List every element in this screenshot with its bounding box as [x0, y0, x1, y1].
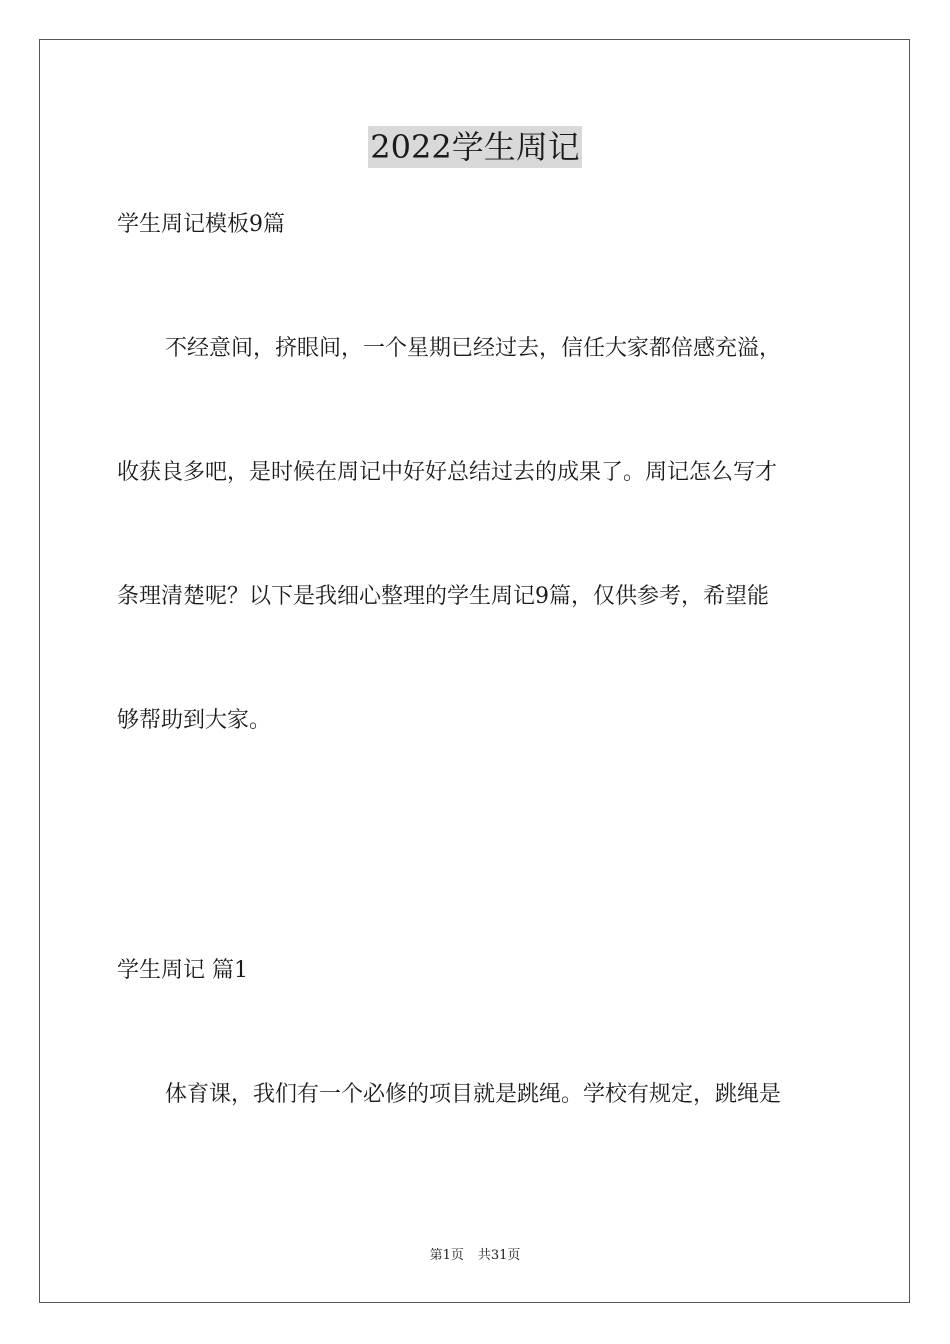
- page-footer: [0, 1247, 950, 1265]
- intro-line-1: 不经意间，挤眼间，一个星期已经过去，信任大家都倍感充溢，: [165, 336, 782, 361]
- page-number: 第1页: [429, 1248, 464, 1263]
- document-subtitle: 学生周记模板9篇: [117, 212, 285, 237]
- section-line-1: 体育课，我们有一个必修的项目就是跳绳。学校有规定，跳绳是: [165, 1082, 782, 1107]
- intro-line-3: 条理清楚呢？以下是我细心整理的学生周记9篇，仅供参考，希望能: [117, 584, 769, 609]
- section-heading: 学生周记 篇1: [117, 958, 248, 983]
- document-title: 2022学生周记: [370, 128, 580, 166]
- page-total: 共31页: [477, 1248, 521, 1263]
- intro-line-4: 够帮助到大家。: [117, 708, 272, 733]
- intro-line-2: 收获良多吧，是时候在周记中好好总结过去的成果了。周记怎么写才: [117, 460, 778, 485]
- title-container: [0, 126, 950, 168]
